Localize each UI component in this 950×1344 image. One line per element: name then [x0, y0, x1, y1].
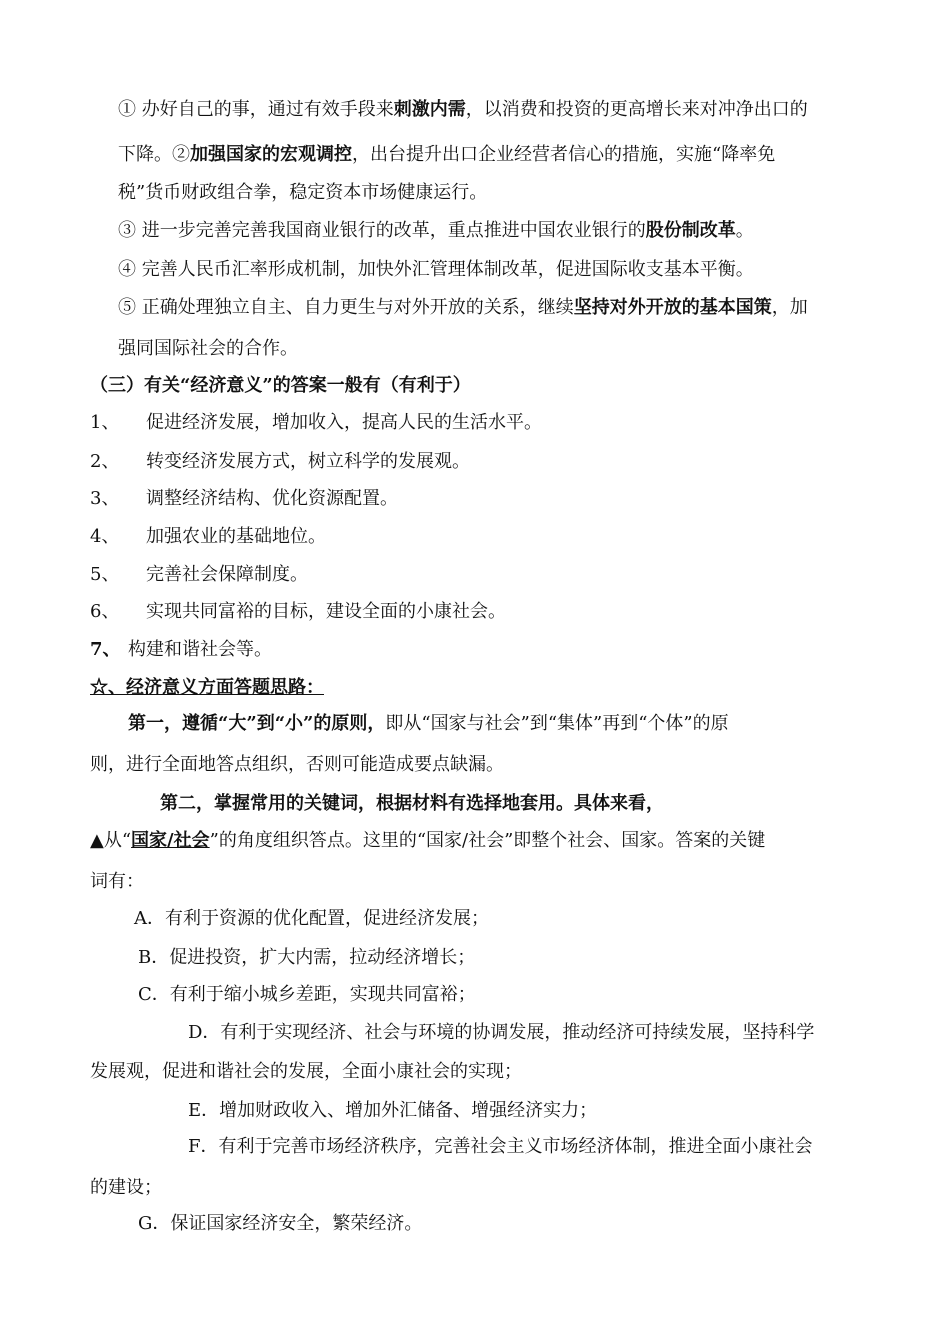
- list-item: 3、 调整经济结构、优化资源配置。: [90, 488, 398, 509]
- list-item: 6、 实现共同富裕的目标，建设全面的小康社会。: [90, 601, 506, 622]
- list-item: 1、 促进经济发展，增加收入，提高人民的生活水平。: [90, 412, 542, 433]
- measure-2-continuation: 税”货币财政组合拳，稳定资本市场健康运行。: [118, 182, 488, 203]
- keyword-item-d: D．有利于实现经济、社会与环境的协调发展，推动经济可持续发展，坚持科学: [188, 1022, 815, 1043]
- section-3-title: （三）有关“经济意义”的答案一般有（有利于）: [90, 375, 471, 396]
- measure-keyword: 股份制改革: [645, 220, 736, 241]
- measure-5-continuation: 强同国际社会的合作。: [118, 338, 298, 359]
- keyword-item-b: B．促进投资，扩大内需，拉动经济增长；: [138, 947, 476, 968]
- angle-line: ▲从“国家/社会”的角度组织答点。这里的“国家/社会”即整个社会、国家。答案的关键: [90, 830, 766, 851]
- keyword-item-d-continuation: 发展观，促进和谐社会的发展，全面小康社会的实现；: [90, 1061, 522, 1082]
- measure-keyword: 加强国家的宏观调控: [190, 144, 352, 165]
- list-item: 5、 完善社会保障制度。: [90, 564, 308, 585]
- approach-heading: ☆、经济意义方面答题思路：: [90, 677, 324, 698]
- angle-key: 国家/社会: [131, 830, 210, 851]
- keyword-item-g: G．保证国家经济安全，繁荣经济。: [138, 1213, 423, 1234]
- approach-first-continuation: 则，进行全面地答点组织，否则可能造成要点缺漏。: [90, 754, 504, 775]
- approach-first-line: 第一，遵循“大”到“小”的原则，即从“国家与社会”到“集体”再到“个体”的原: [128, 713, 729, 734]
- measure-keyword: 刺激内需: [393, 99, 466, 120]
- measure-2-line: 下降。②加强国家的宏观调控，出台提升出口企业经营者信心的措施，实施“降率免: [118, 144, 776, 165]
- measure-keyword: 坚持对外开放的基本国策: [573, 297, 772, 318]
- keyword-item-f: F．有利于完善市场经济秩序，完善社会主义市场经济体制，推进全面小康社会: [188, 1136, 813, 1157]
- list-item: 2、 转变经济发展方式，树立科学的发展观。: [90, 451, 470, 472]
- angle-continuation: 词有：: [90, 871, 144, 892]
- keyword-item-e: E．增加财政收入、增加外汇储备、增强经济实力；: [188, 1100, 598, 1121]
- keyword-item-f-continuation: 的建设；: [90, 1177, 162, 1198]
- list-item: 4、 加强农业的基础地位。: [90, 526, 326, 547]
- approach-second: 第二，掌握常用的关键词，根据材料有选择地套用。具体来看，: [160, 793, 664, 814]
- list-item: 7、 构建和谐社会等。: [90, 639, 272, 660]
- measure-1-line: ① 办好自己的事，通过有效手段来刺激内需，以消费和投资的更高增长来对冲净出口的: [118, 99, 808, 120]
- keyword-item-a: A．有利于资源的优化配置，促进经济发展；: [134, 908, 489, 929]
- keyword-item-c: C．有利于缩小城乡差距，实现共同富裕；: [138, 984, 476, 1005]
- measure-5-line: ⑤ 正确处理独立自主、自力更生与对外开放的关系，继续坚持对外开放的基本国策，加: [118, 297, 808, 318]
- measure-3-line: ③ 进一步完善完善我国商业银行的改革，重点推进中国农业银行的股份制改革。: [118, 220, 754, 241]
- measure-4-line: ④ 完善人民币汇率形成机制，加快外汇管理体制改革，促进国际收支基本平衡。: [118, 259, 754, 280]
